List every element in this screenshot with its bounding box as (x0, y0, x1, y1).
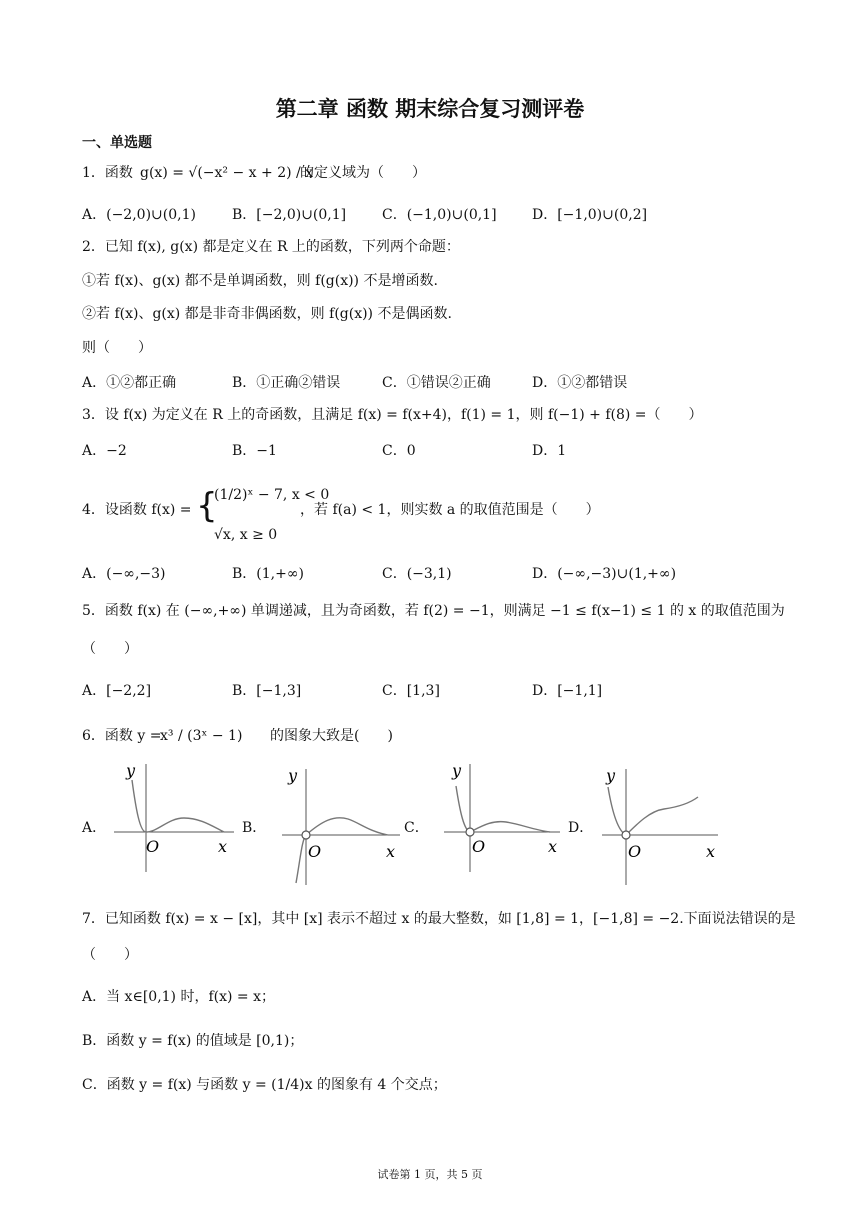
q7-option-c[interactable]: C．函数 y = f(x) 与函数 y = (1/4)x 的图象有 4 个交点； (82, 1077, 447, 1093)
q3-stem: 3．设 f(x) 为定义在 R 上的奇函数，且满足 f(x) = f(x+4)，f(1) = 1，则 f(−1) + f(8) =（ ） (82, 407, 703, 423)
q7-option-a[interactable]: A．当 x∈[0,1) 时，f(x) = x； (82, 989, 275, 1005)
q6-b-axis-y: y (288, 766, 298, 785)
q2-then: 则（ ） (82, 340, 152, 356)
q6-c-origin: O (472, 837, 486, 856)
q2-option-b[interactable]: B．①正确②错误 (232, 375, 341, 391)
section-heading: 一、单选题 (82, 135, 152, 151)
q2-proposition-1: ①若 f(x)、g(x) 都不是单调函数，则 f(g(x)) 不是增函数. (82, 273, 438, 289)
page-footer: 试卷第 1 页，共 5 页 (377, 1168, 483, 1181)
q1-option-c[interactable]: C．(−1,0)∪(0,1] (382, 207, 497, 223)
q6-a-origin: O (146, 837, 160, 856)
q7-paren: （ ） (82, 947, 138, 963)
page-title: 第二章 函数 期末综合复习测评卷 (275, 97, 585, 121)
q6-d-axis-y: y (606, 766, 616, 785)
q2-option-a[interactable]: A．①②都正确 (82, 375, 177, 391)
q4-stem-after: ，若 f(a) < 1，则实数 a 的取值范围是（ ） (300, 502, 600, 518)
q4-option-a[interactable]: A．(−∞,−3) (82, 566, 166, 582)
q4-brace: { (196, 486, 218, 526)
q6-c-axis-x: x (548, 837, 558, 856)
q4-case-1: (1/2)ˣ − 7, x < 0 (214, 487, 330, 503)
q1-stem-after: 的定义域为（ ） (300, 165, 426, 181)
q6-option-a[interactable]: A． (82, 820, 107, 836)
q4-option-d[interactable]: D．(−∞,−3)∪(1,+∞) (532, 566, 677, 582)
q2-proposition-2: ②若 f(x)、g(x) 都是非奇非偶函数，则 f(g(x)) 不是偶函数. (82, 306, 452, 322)
q1-stem-before: 1．函数 (82, 165, 133, 181)
q3-option-c[interactable]: C．0 (382, 443, 416, 459)
q5-paren: （ ） (82, 641, 138, 657)
q6-option-b[interactable]: B． (242, 820, 267, 836)
q6-formula: x³ / (3ˣ − 1) (160, 728, 243, 744)
q6-graph-c (440, 760, 566, 875)
q6-c-axis-y: y (452, 761, 462, 780)
q6-option-d[interactable]: D． (568, 820, 594, 836)
q6-graph-b (276, 765, 406, 887)
q3-option-b[interactable]: B．−1 (232, 443, 277, 459)
q6-b-origin: O (308, 842, 322, 861)
q6-b-axis-x: x (386, 842, 396, 861)
q5-stem: 5．函数 f(x) 在 (−∞,+∞) 单调递减，且为奇函数，若 f(2) = −1，则满足 −1 ≤ f(x−1) ≤ 1 的 x 的取值范围为 (82, 603, 785, 619)
q1-option-b[interactable]: B．[−2,0)∪(0,1] (232, 207, 347, 223)
q6-stem-before: 6．函数 y = (82, 728, 162, 744)
q4-option-b[interactable]: B．(1,+∞) (232, 566, 304, 582)
q3-option-d[interactable]: D．1 (532, 443, 567, 459)
q7-stem: 7．已知函数 f(x) = x − [x]，其中 [x] 表示不超过 x 的最大整数，如 [1,8] = 1，[−1,8] = −2.下面说法错误的是 (82, 911, 796, 927)
q2-option-d[interactable]: D．①②都错误 (532, 375, 628, 391)
q5-option-b[interactable]: B．[−1,3] (232, 683, 302, 699)
q3-option-a[interactable]: A．−2 (82, 443, 127, 459)
q1-formula: g(x) = √(−x² − x + 2) / x (140, 165, 314, 181)
q5-option-c[interactable]: C．[1,3] (382, 683, 440, 699)
q4-stem-before: 4．设函数 f(x) = (82, 502, 192, 518)
q1-option-d[interactable]: D．[−1,0)∪(0,2] (532, 207, 648, 223)
q6-graph-d (598, 765, 723, 887)
q1-option-a[interactable]: A．(−2,0)∪(0,1) (82, 207, 196, 223)
q4-option-c[interactable]: C．(−3,1) (382, 566, 452, 582)
q6-d-origin: O (628, 842, 642, 861)
q6-option-c[interactable]: C． (404, 820, 429, 836)
q2-stem: 2．已知 f(x), g(x) 都是定义在 R 上的函数，下列两个命题： (82, 239, 460, 255)
q4-case-2: √x, x ≥ 0 (214, 527, 278, 543)
q6-a-axis-x: x (218, 837, 228, 856)
q5-option-a[interactable]: A．[−2,2] (82, 683, 152, 699)
q6-stem-after: 的图象大致是( ) (270, 728, 393, 744)
q5-option-d[interactable]: D．[−1,1] (532, 683, 603, 699)
q6-a-axis-y: y (126, 761, 136, 780)
q6-graph-a (108, 760, 243, 875)
q7-option-b[interactable]: B．函数 y = f(x) 的值域是 [0,1)； (82, 1033, 304, 1049)
q2-option-c[interactable]: C．①错误②正确 (382, 375, 491, 391)
q6-d-axis-x: x (706, 842, 716, 861)
